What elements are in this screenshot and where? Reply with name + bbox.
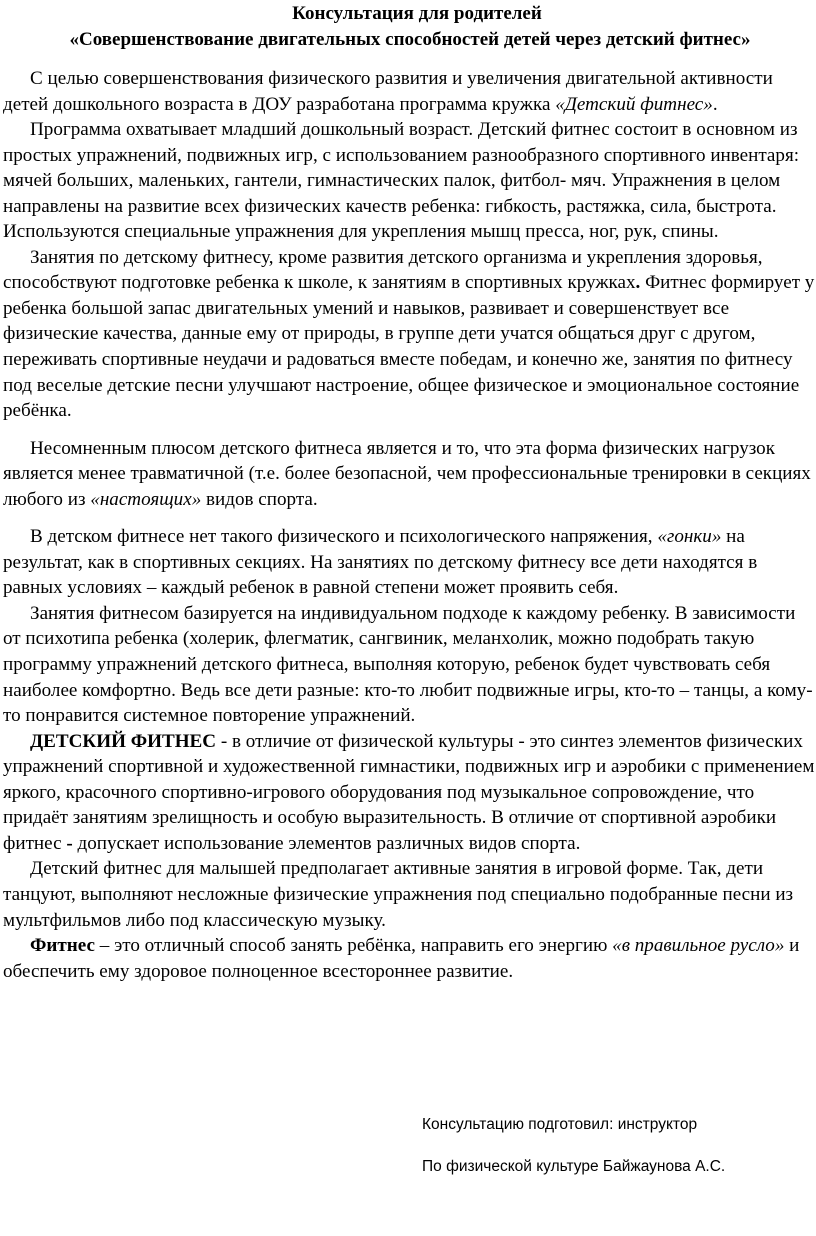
paragraph-gap — [3, 512, 815, 524]
paragraph-5: В детском фитнесе нет такого физического и психологического напряжения, «гонки» на результат, как в спортивных секциях. На занятиях по детскому фитнесу все дети находятся в равных условиях – каждый ребенок в равной степени может проявить себя. — [3, 526, 758, 599]
document-title: Консультация для родителей — [292, 3, 542, 24]
fitness-keyword: Фитнес — [30, 935, 95, 957]
signature-line-1: Консультацию подготовил: инструктор — [422, 1116, 698, 1133]
paragraph-1: С целью совершенствования физического развития и увеличения двигательной активности детей дошкольного возраста в ДОУ разработана программа кружка «Детский фитнес». — [3, 68, 773, 115]
emphasis-race: «гонки» — [657, 526, 722, 548]
kids-fitness-heading: ДЕТСКИЙ ФИТНЕС — [30, 730, 217, 752]
emphasis-real-sports: «настоящих» — [90, 488, 202, 510]
paragraph-4: Несомненным плюсом детского фитнеса является и то, что эта форма физических нагрузок является менее травматичной (т.е. более безопасной, чем профессиональные тренировки в секциях любого из «настоящих» видов спорта. — [3, 437, 811, 510]
signature-line-2: По физической культуре Байжаунова А.С. — [422, 1158, 726, 1175]
paragraph-7: ДЕТСКИЙ ФИТНЕС - в отличие от физической культуры - это синтез элементов физических упражнений спортивной и художественной гимнастики, подвижных игр и аэробики с применением яркого, красочного спортивно-игрового оборудования под музыкальное сопровождение, что придаёт занятиям зрелищность и особую выразительность. В отличие от спортивной аэробики фитнес - допускает использование элементов различных видов спорта. — [3, 730, 815, 854]
document-subtitle: «Совершенствование двигательных способностей детей через детский фитнес» — [69, 29, 751, 50]
paragraph-2: Программа охватывает младший дошкольный возраст. Детский фитнес состоит в основном из простых упражнений, подвижных игр, с использованием разнообразного спортивного инвентаря: мячей больших, маленьких, гантели, гимнастических палок, фитбол- мяч. Упражнения в целом направлены на развитие всех физических качеств ребенка: гибкость, растяжка, сила, быстрота. Используются специальные упражнения для укрепления мышц пресса, ног, рук, спины. — [3, 119, 800, 243]
paragraph-9: Фитнес – это отличный способ занять ребёнка, направить его энергию «в правильное русло» и обеспечить ему здоровое полноценное всестороннее развитие. — [3, 935, 800, 982]
program-name: «Детский фитнес» — [555, 93, 713, 115]
paragraph-6: Занятия фитнесом базируется на индивидуальном подходе к каждому ребенку. В зависимости от психотипа ребенка (холерик, флегматик, сангвиник, меланхолик, можно подобрать такую программу упражнений детского фитнеса, выполняя которую, ребенок будет чувствовать себя наиболее комфортно. Ведь все дети разные: кто-то любит подвижные игры, кто-то – танцы, а кому-то понравится системное повторение упражнений. — [3, 602, 813, 727]
emphasis-right-direction: «в правильное русло» — [612, 935, 785, 957]
paragraph-gap — [3, 424, 815, 436]
paragraph-8: Детский фитнес для малышей предполагает активные занятия в игровой форме. Так, дети танцуют, выполняют несложные физические упражнения под специально подобранные песни из мультфильмов либо под классическую музыку. — [3, 858, 794, 931]
document-body — [3, 66, 815, 984]
paragraph-3: Занятия по детскому фитнесу, кроме развития детского организма и укрепления здоровья, способствуют подготовке ребенка к школе, к занятиям в спортивных кружках. Фитнес формирует у ребенка большой запас двигательных умений и навыков, развивает и совершенствует все физические качества, данные ему от природы, в группе дети учатся общаться друг с другом, переживать спортивные неудачи и радоваться вместе победам, и конечно же, занятия по фитнесу под веселые детские песни улучшают настроение, общее физическое и эмоциональное состояние ребёнка. — [3, 246, 815, 422]
